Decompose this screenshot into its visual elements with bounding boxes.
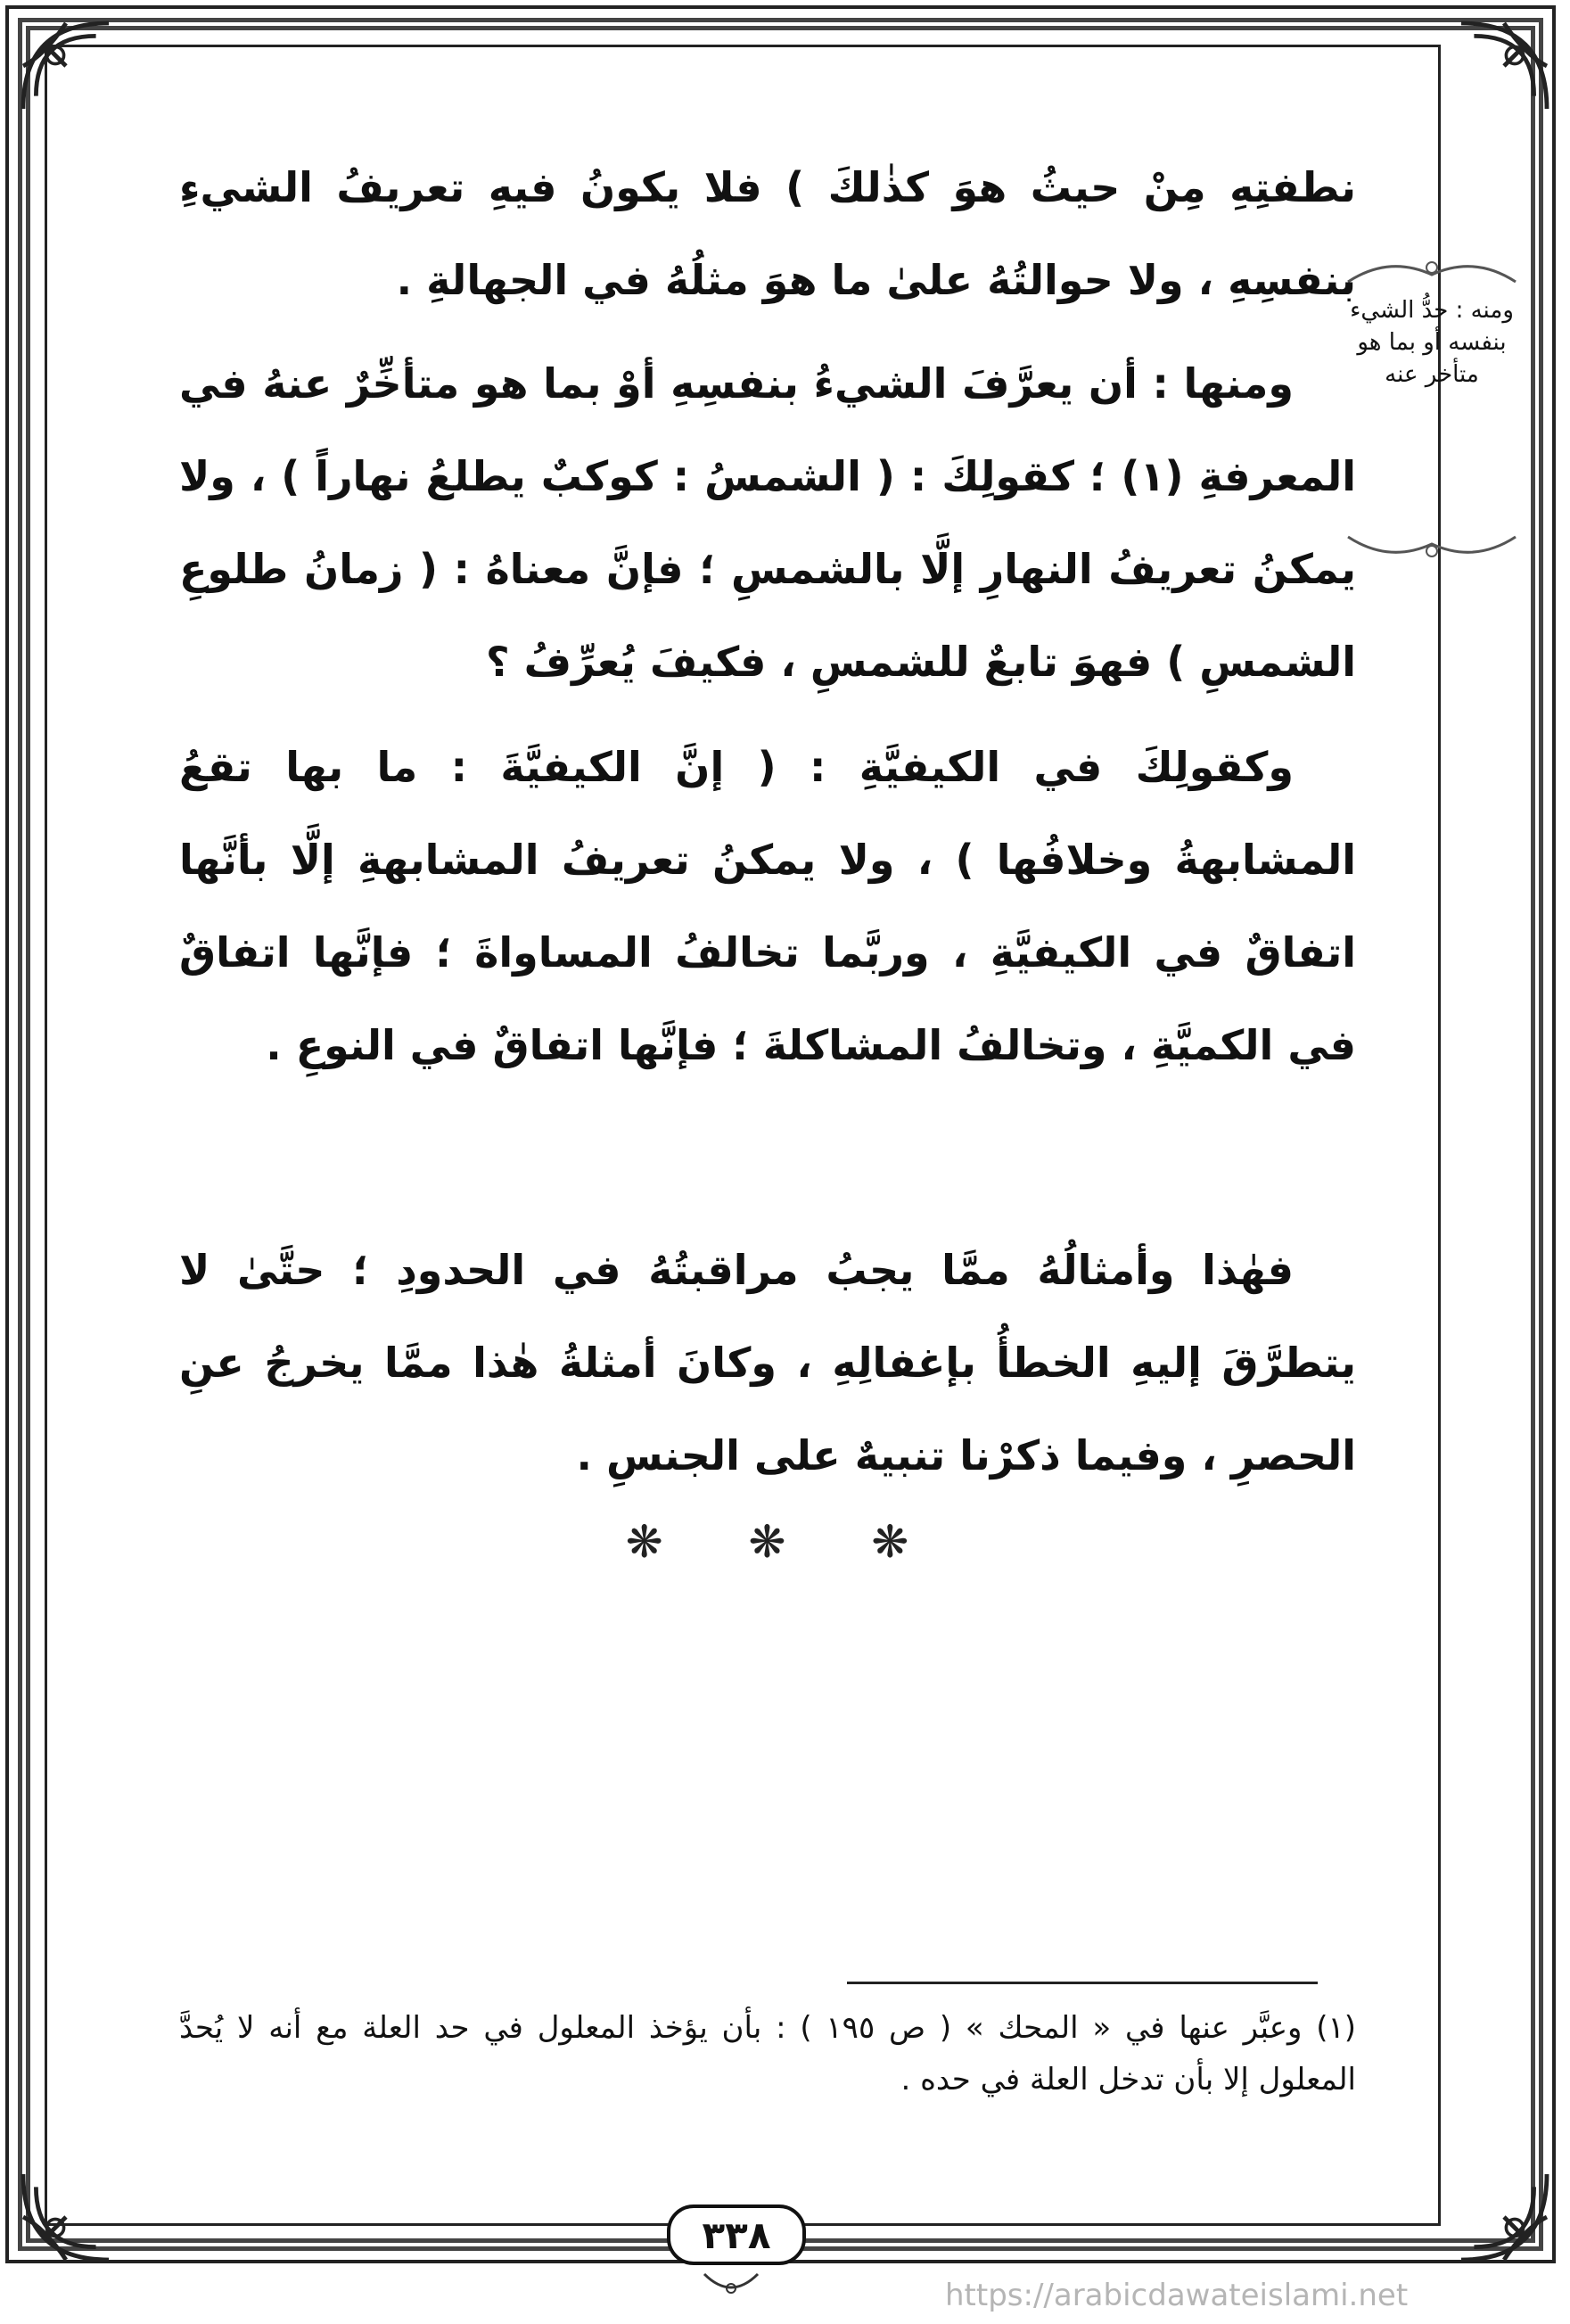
footnote: (١) وعبَّر عنها في « المحك » ( ص ١٩٥ ) : بأن يؤخذ المعلول في حد العلة مع أنه لا يُحدَّ المعلول إلا بأن تدخل العلة في حده . — [179, 2010, 1356, 2097]
corner-ornament-top-right — [1451, 12, 1558, 119]
paragraph-3: وكقولِكَ في الكيفيَّةِ : ( إنَّ الكيفيَّةَ : ما بها تقعُ المشابهةُ وخلافُها ) ، ولا يمكنُ تعريفُ المشابهةِ إلَّا بأنَّها اتفاقٌ في الكيفيَّةِ ، وربَّما تخالفُ المساواةَ ؛ فإنَّها اتفاقٌ في الكميَّةِ ، وتخالفُ المشاكلةَ ؛ فإنَّها اتفاقٌ في النوعِ . — [179, 743, 1356, 1069]
page-number-frame — [667, 2205, 806, 2265]
watermark-url: https://arabicdawateislami.net — [945, 2278, 1409, 2313]
corner-ornament-bottom-right — [1451, 2163, 1558, 2270]
section-separator: ❋ ❋ ❋ — [625, 1516, 945, 1568]
side-note: ومنه : حدُّ الشيء بنفسه أو بما هو متأخر عنه — [1350, 297, 1514, 388]
bottom-ornament — [695, 2265, 767, 2301]
corner-ornament-top-left — [12, 12, 119, 119]
side-note-ornament-top — [1344, 255, 1519, 291]
corner-ornament-bottom-left — [12, 2163, 119, 2270]
page-number: ٣٣٨ — [702, 2213, 771, 2257]
side-note-ornament-bottom — [1344, 528, 1519, 564]
footnote-divider — [847, 1982, 1318, 1984]
paragraph-1: نطفتِهِ مِنْ حيثُ هوَ كذٰلكَ ) فلا يكونُ فيهِ تعريفُ الشيءِ بنفسِهِ ، ولا حوالتُهُ علىٰ ما هوَ مثلُهُ في الجهالةِ . — [179, 163, 1356, 304]
paragraph-4: فهٰذا وأمثالُهُ ممَّا يجبُ مراقبتُهُ في الحدودِ ؛ حتَّىٰ لا يتطرَّقَ إليهِ الخطأُ بإغفالِهِ ، وكانَ أمثلةُ هٰذا ممَّا يخرجُ عنِ الحصرِ ، وفيما ذكرْنا تنبيهٌ على الجنسِ . — [179, 1246, 1356, 1479]
paragraph-2: ومنها : أن يعرَّفَ الشيءُ بنفسِهِ أوْ بما هو متأخِّرٌ عنهُ في المعرفةِ (١) ؛ كقولِكَ : ( الشمسُ : كوكبٌ يطلعُ نهاراً ) ، ولا يمكنُ تعريفُ النهارِ إلَّا بالشمسِ ؛ فإنَّ معناهُ : ( زمانُ طلوعِ الشمسِ ) فهوَ تابعٌ للشمسِ ، فكيفَ يُعرِّفُ ؟ — [179, 359, 1357, 686]
